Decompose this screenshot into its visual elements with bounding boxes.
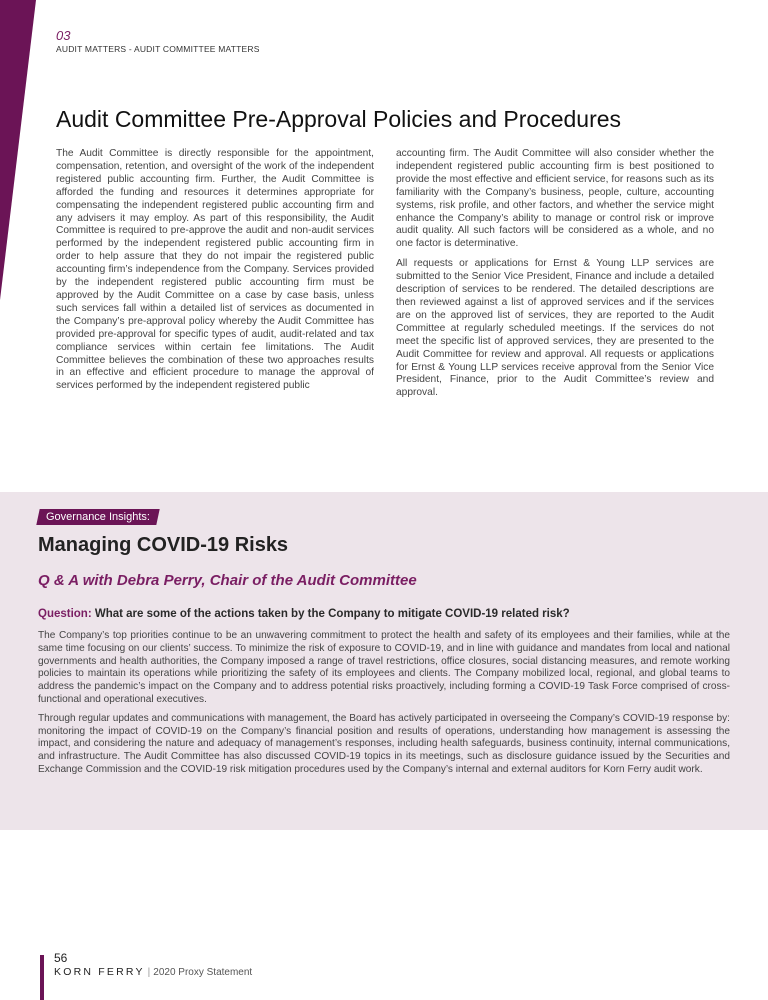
right-paragraph-1: accounting firm. The Audit Committee will also consider whether the independent registered public accounting firm is best positioned to provide the most effective and efficient service, for reasons such as its familiarity with the Company’s business, people, culture, accounting systems, risk profile, and other factors, and whether the service might enhance the Company’s ability to manage or control risk or improve audit quality. All such factors will be considered as a whole, and no one factor is determinative. xyxy=(396,148,714,250)
footer-line xyxy=(54,966,252,978)
answer-paragraph-2: Through regular updates and communications with management, the Board has actively participated in overseeing the Company’s COVID-19 response by: monitoring the impact of COVID-19 on the Company’s financial position and results of operations, understanding how management is assessing the impact, and considering the nature and adequacy of management’s responses, including health safeguards, business continuity, internal communications, and infrastructure. The Audit Committee has also discussed COVID-19 topics in its meetings, such as disclosure guidance issued by the Securities and Exchange Commission and the COVID-19 risk mitigation procedures used by the Company’s internal and external auditors for Korn Ferry audit work. xyxy=(38,712,730,775)
governance-insights-tab xyxy=(36,509,159,525)
governance-insights-label: Governance Insights: xyxy=(46,511,150,523)
korn-ferry-logo: KORN FERRY xyxy=(54,966,145,978)
answer-body xyxy=(38,630,730,783)
insights-heading: Managing COVID-19 Risks xyxy=(38,534,289,556)
left-paragraph-1: The Audit Committee is directly responsible for the appointment, compensation, retention, and oversight of the work of the independent registered public accounting firm. Further, the Audit Committee is afforded the funding and resources it determines appropriate for compensating the independent registered public accounting firm and any advisers it may employ. As part of this responsibility, the Audit Committee is required to pre-approve the audit and non-audit services performed by the independent registered public accounting firm in order to help assure that they do not impair the registered public accounting firm’s independence from the Company. Services provided by the independent registered public accounting firm must be approved by the Audit Committee on a case by case basis, unless such services fall within a detailed list of services as documented in the Company’s pre-approval policy whereby the Audit Committee has provided pre-approval for specific types of audit, audit-related and tax compliance services within certain fee limitations. The Audit Committee believes the combination of these two approaches results in an effective and efficient procedure to manage the approval of services performed by the independent registered public xyxy=(56,148,374,392)
page-title: Audit Committee Pre-Approval Policies and Procedures xyxy=(56,106,622,132)
section-title: AUDIT MATTERS - AUDIT COMMITTEE MATTERS xyxy=(56,44,260,54)
section-number: 03 xyxy=(56,28,71,43)
right-column xyxy=(396,148,714,407)
answer-paragraph-1: The Company’s top priorities continue to be an unwavering commitment to protect the health and safety of its employees and their families, while at the same time focusing on our clients’ success. To minimize the risk of exposure to COVID-19, and in line with guidance and mandates from local and national governments and health authorities, the Company imposed a range of travel restrictions, office closures, social distancing measures, and remote working policies to maintain its operations while prioritizing the safety of its employees and clients. The Company mobilized local, regional, and global teams to address the pandemic’s impact on the Company and to address potential risks proactively, including forming a COVID-19 Task Force comprised of cross-functional and operational executives. xyxy=(38,630,730,705)
right-paragraph-2: All requests or applications for Ernst & Young LLP services are submitted to the Senior Vice President, Finance and include a detailed description of services to be rendered. The detailed descriptions are then reviewed against a list of approved services and if the services are on the approved list of services, they are reported to the Audit Committee at regularly scheduled meetings. If the services do not meet the specific list of approved services, they are presented to the Audit Committee for review and approval. All requests or applications for Ernst & Young LLP services receive approval from the Senior Vice President, Finance, prior to the Audit Committee’s review and approval. xyxy=(396,258,714,399)
page-number: 56 xyxy=(54,951,68,965)
footer-document-name: 2020 Proxy Statement xyxy=(153,967,253,978)
left-column xyxy=(56,148,374,400)
question-text: What are some of the actions taken by the Company to mitigate COVID-19 related risk? xyxy=(91,608,570,620)
question-label: Question: xyxy=(38,608,92,620)
footer-separator: | xyxy=(147,967,151,978)
question-line xyxy=(38,608,570,620)
qa-subheading: Q & A with Debra Perry, Chair of the Audit Committee xyxy=(38,572,417,589)
corner-accent-band xyxy=(0,0,36,300)
footer-accent-bar xyxy=(40,955,44,1000)
